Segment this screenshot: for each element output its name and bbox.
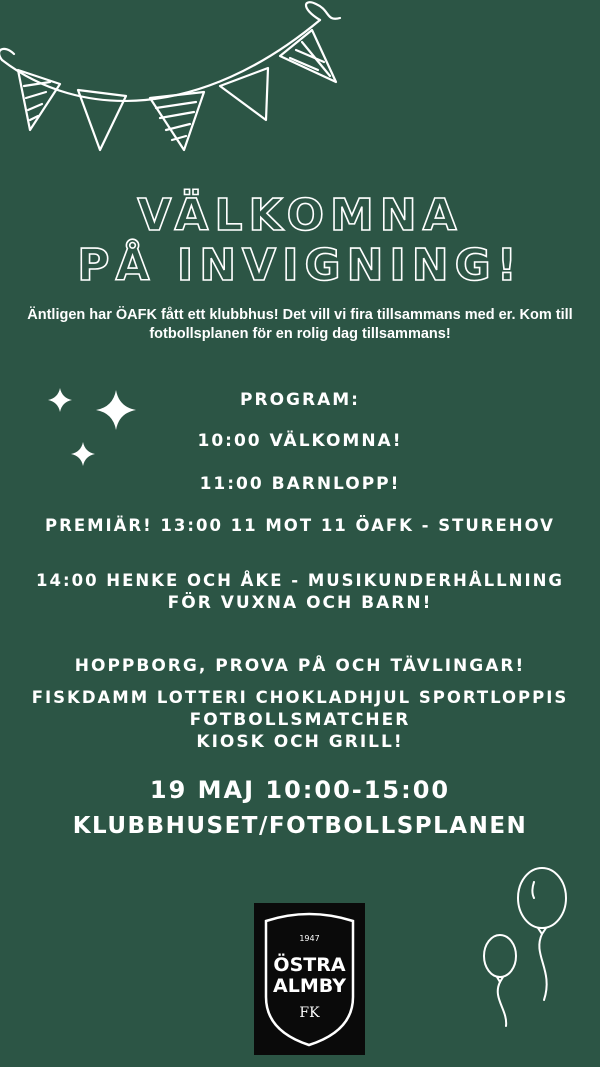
intro-text: Äntligen har ÖAFK fått ett klubbhus! Det vill vi fira tillsammans med er. Kom till fotbollsplanen för en rolig dag tillsammans! [27, 307, 573, 342]
logo-line-2: ALMBY [273, 975, 346, 997]
event-date-time: 19 MAJ 10:00-15:00 [149, 776, 451, 804]
program-item: 10:00 VÄLKOMNA! [197, 431, 403, 451]
program-item: 14:00 HENKE OCH ÅKE - MUSIKUNDERHÅLLNING [36, 571, 564, 590]
program-item: FÖR VUXNA OCH BARN! [167, 593, 433, 613]
program-item: 11:00 BARNLOPP! [199, 474, 401, 494]
activity-line: FOTBOLLSMATCHER [189, 710, 411, 730]
logo-suffix: FK [299, 1005, 320, 1021]
club-logo [254, 903, 365, 1055]
activity-line: HOPPBORG, PROVA PÅ OCH TÄVLINGAR! [74, 656, 526, 676]
program-heading: PROGRAM: [240, 390, 360, 410]
club-crest [254, 903, 365, 1055]
activity-line: FISKDAMM LOTTERI CHOKLADHJUL SPORTLOPPIS [31, 688, 569, 707]
balloons-icon [470, 860, 580, 1030]
activity-line: KIOSK OCH GRILL! [196, 732, 404, 752]
event-location: KLUBBHUSET/FOTBOLLSPLANEN [72, 813, 528, 839]
program-item: PREMIÄR! 13:00 11 MOT 11 ÖAFK - STUREHOV [45, 516, 555, 535]
logo-line-1: ÖSTRA [273, 954, 346, 976]
logo-year: 1947 [299, 934, 320, 943]
bunting-decoration [0, 0, 360, 180]
title-line-2: PÅ INVIGNING! [77, 240, 523, 291]
title-line-1: VÄLKOMNA [137, 190, 463, 241]
